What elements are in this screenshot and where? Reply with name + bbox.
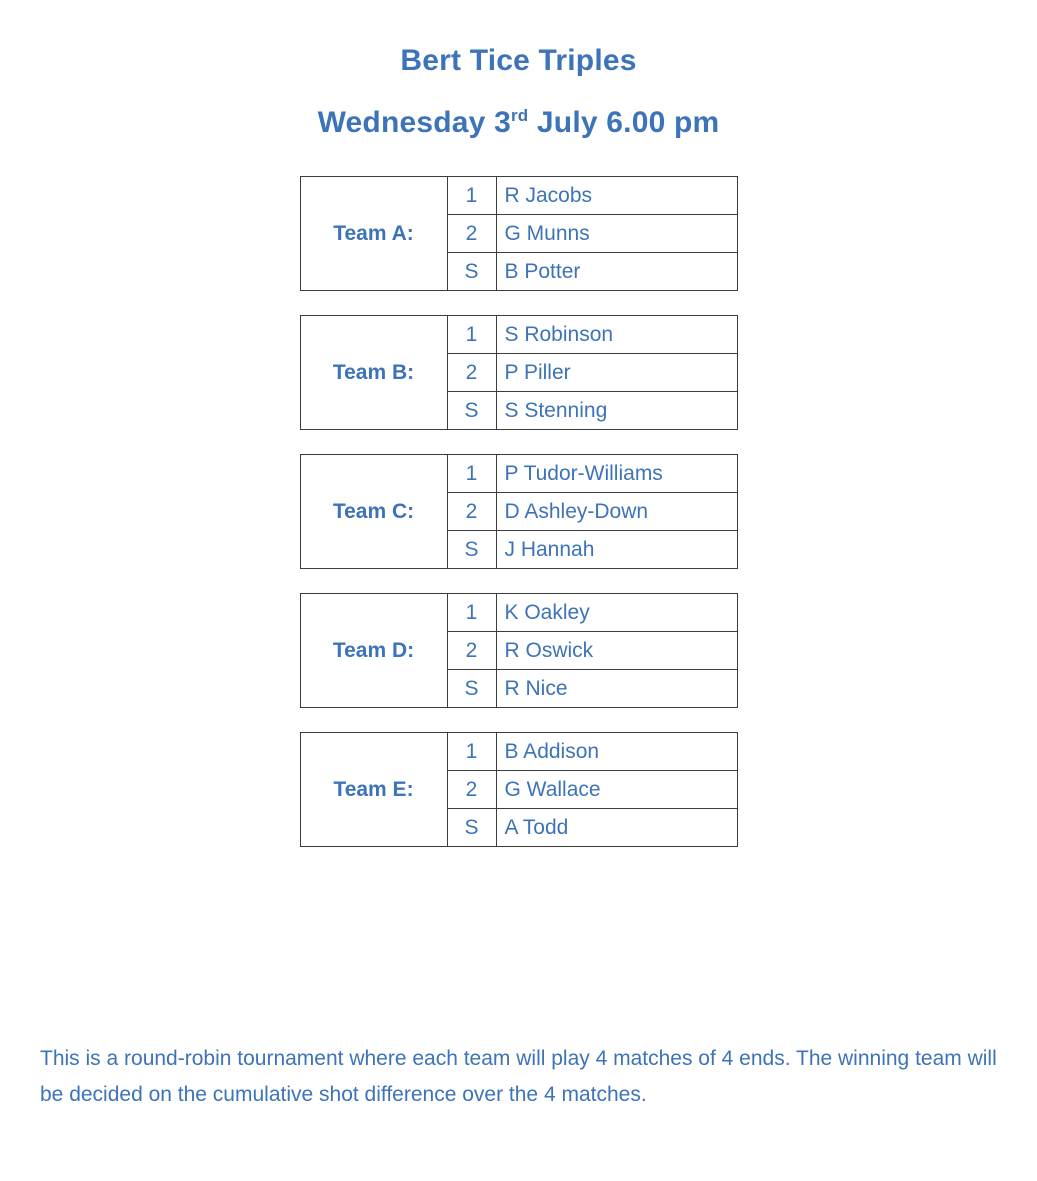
- player-position: 1: [447, 316, 496, 354]
- table-row: [300, 177, 737, 215]
- player-name: P Tudor-Williams: [496, 455, 737, 493]
- player-name: G Munns: [496, 215, 737, 253]
- table-row: [300, 455, 737, 493]
- player-name: R Oswick: [496, 632, 737, 670]
- player-position: 2: [447, 354, 496, 392]
- team-label: Team D:: [300, 594, 447, 708]
- team-block: [300, 454, 738, 569]
- table-row: [300, 316, 737, 354]
- player-position: 2: [447, 632, 496, 670]
- page-title: Bert Tice Triples: [400, 44, 637, 77]
- player-name: B Addison: [496, 733, 737, 771]
- player-position: 1: [447, 455, 496, 493]
- tournament-note: This is a round-robin tournament where each team will play 4 matches of 4 ends. The winning team will be decided on the cumulative shot difference over the 4 matches.: [40, 1047, 997, 1107]
- team-block: [300, 315, 738, 430]
- player-position: S: [447, 392, 496, 430]
- player-name: B Potter: [496, 253, 737, 291]
- subtitle-time: July 6.00 pm: [528, 106, 720, 139]
- player-name: R Nice: [496, 670, 737, 708]
- player-name: S Robinson: [496, 316, 737, 354]
- player-name: R Jacobs: [496, 177, 737, 215]
- teams-list: [0, 176, 1037, 847]
- player-name: D Ashley-Down: [496, 493, 737, 531]
- subtitle-ordinal-suffix: rd: [510, 106, 529, 125]
- team-table: [300, 454, 738, 569]
- player-name: P Piller: [496, 354, 737, 392]
- player-name: J Hannah: [496, 531, 737, 569]
- player-position: 2: [447, 215, 496, 253]
- player-name: A Todd: [496, 809, 737, 847]
- player-position: S: [447, 670, 496, 708]
- player-position: S: [447, 253, 496, 291]
- team-label: Team B:: [300, 316, 447, 430]
- subtitle-date-prefix: Wednesday 3: [317, 106, 511, 139]
- table-row: [300, 733, 737, 771]
- player-position: 2: [447, 493, 496, 531]
- player-name: G Wallace: [496, 771, 737, 809]
- team-table: [300, 593, 738, 708]
- team-table: [300, 315, 738, 430]
- player-position: S: [447, 531, 496, 569]
- team-label: Team E:: [300, 733, 447, 847]
- team-table: [300, 732, 738, 847]
- team-block: [300, 176, 738, 291]
- player-position: 2: [447, 771, 496, 809]
- team-block: [300, 593, 738, 708]
- team-block: [300, 732, 738, 847]
- player-position: S: [447, 809, 496, 847]
- table-row: [300, 594, 737, 632]
- player-name: K Oakley: [496, 594, 737, 632]
- player-position: 1: [447, 594, 496, 632]
- player-name: S Stenning: [496, 392, 737, 430]
- page-subtitle: [0, 78, 1037, 140]
- team-label: Team C:: [300, 455, 447, 569]
- player-position: 1: [447, 733, 496, 771]
- team-label: Team A:: [300, 177, 447, 291]
- player-position: 1: [447, 177, 496, 215]
- team-table: [300, 176, 738, 291]
